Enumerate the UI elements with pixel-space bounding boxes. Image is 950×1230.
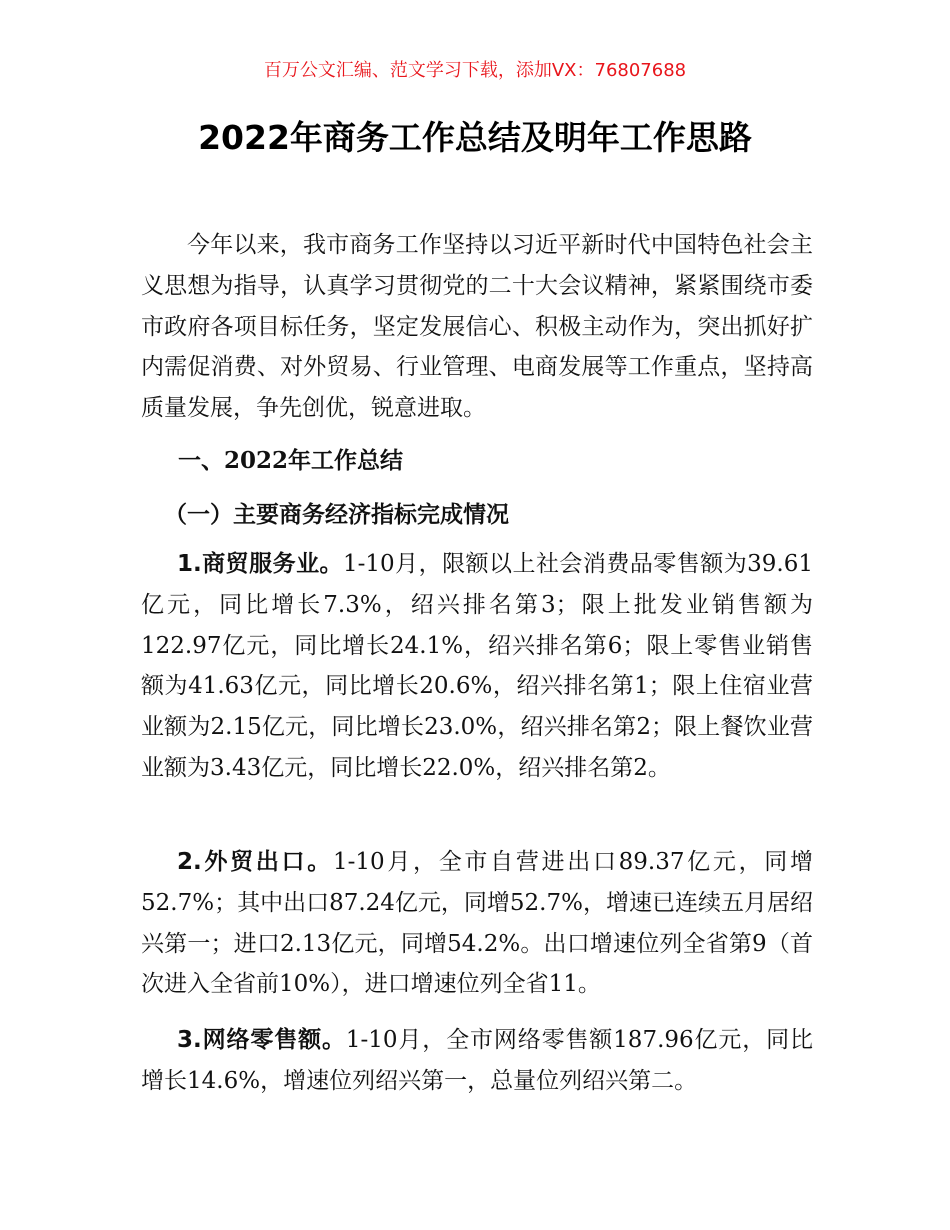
- watermark-banner: 百万公文汇编、范文学习下载，添加VX：76807688: [263, 60, 687, 81]
- item-label: 3.网络零售额。: [177, 1027, 346, 1053]
- intro-paragraph: 今年以来，我市商务工作坚持以习近平新时代中国特色社会主义思想为指导，认真学习贯彻党的二十大会议精神，紧紧围绕市委市政府各项目标任务，坚定发展信心、积极主动作为，突出抓好扩内需促消费、对外贸易、行业管理、电商发展等工作重点，坚持高质量发展，争先创优，锐意进取。: [141, 232, 813, 422]
- paragraph-trade-services: [141, 544, 813, 789]
- paragraph-online-retail: [141, 1020, 813, 1102]
- subsection-heading: （一）主要商务经济指标完成情况: [164, 501, 509, 528]
- section-heading: 一、2022年工作总结: [178, 447, 404, 474]
- item-text: 1-10月，全市网络零售额187.96亿元，同比增长14.6%，增速位列绍兴第一，总量位列绍兴第二。: [141, 1027, 813, 1094]
- item-text: 1-10月，全市自营进出口89.37亿元，同增52.7%；其中出口87.24亿元，同增52.7%，增速已连续五月居绍兴第一；进口2.13亿元，同增54.2%。出口增速位列全省第9（首次进入全省前10%），进口增速位列全省11。: [141, 849, 813, 998]
- item-label: 1.商贸服务业。: [177, 551, 344, 577]
- item-label: 2.外贸出口。: [177, 849, 333, 875]
- item-text: 1-10月，限额以上社会消费品零售额为39.61亿元，同比增长7.3%，绍兴排名第3；限上批发业销售额为122.97亿元，同比增长24.1%，绍兴排名第6；限上零售业销售额为41.63亿元，同比增长20.6%，绍兴排名第1；限上住宿业营业额为2.15亿元，同比增长23.0%，绍兴排名第2；限上餐饮业营业额为3.43亿元，同比增长22.0%，绍兴排名第2。: [141, 551, 813, 781]
- document-title: 2022年商务工作总结及明年工作思路: [198, 118, 752, 157]
- paragraph-foreign-trade: [141, 842, 813, 1005]
